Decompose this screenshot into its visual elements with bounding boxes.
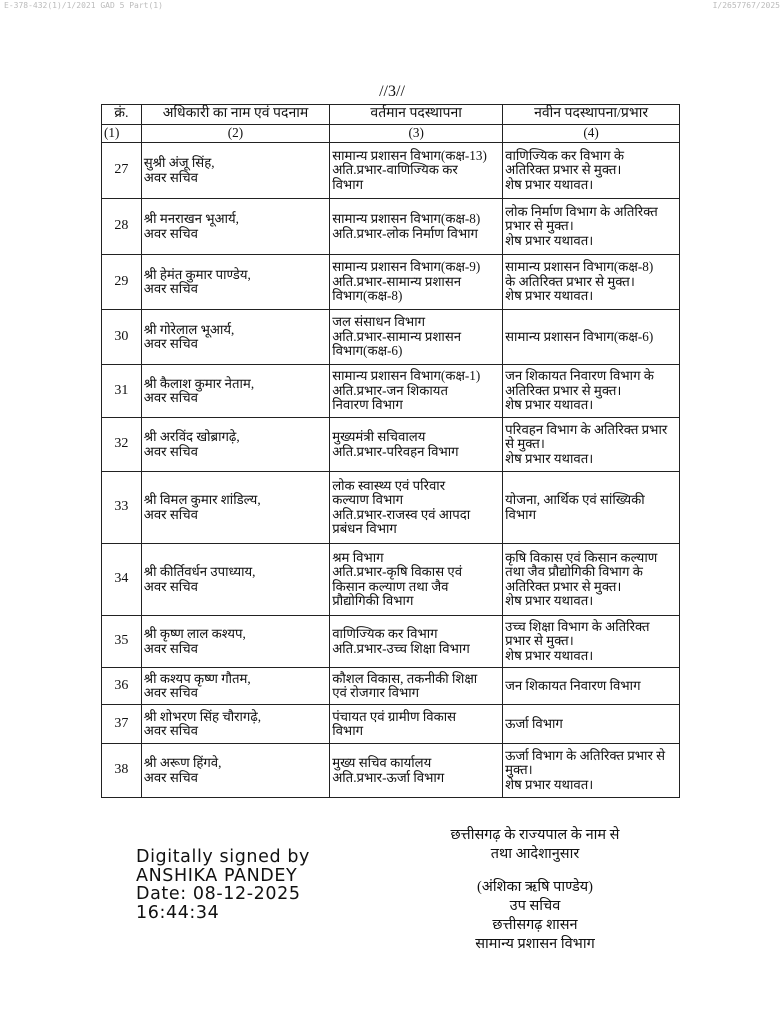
officer-name-cell: सुश्री अंजू सिंह, अवर सचिव	[141, 143, 329, 199]
column-number: (4)	[503, 125, 680, 143]
new-posting-cell: योजना, आर्थिक एवं सांख्यिकी विभाग	[503, 472, 680, 544]
current-posting-cell: कौशल विकास, तकनीकी शिक्षा एवं रोजगार विभाग	[330, 668, 503, 705]
serial-number-cell: 27	[102, 143, 142, 199]
officer-name-cell: श्री कीर्तिवर्धन उपाध्याय, अवर सचिव	[141, 544, 329, 616]
new-posting-cell: परिवहन विभाग के अतिरिक्त प्रभार से मुक्त। शेष प्रभार यथावत।	[503, 418, 680, 472]
new-posting-cell: कृषि विकास एवं किसान कल्याण तथा जैव प्रौद्योगिकी विभाग के अतिरिक्त प्रभार से मुक्त। शेष प्रभार यथावत।	[503, 544, 680, 616]
serial-number-cell: 33	[102, 472, 142, 544]
officer-name-cell: श्री कश्यप कृष्ण गौतम, अवर सचिव	[141, 668, 329, 705]
current-posting-cell: पंचायत एवं ग्रामीण विकास विभाग	[330, 705, 503, 744]
current-posting-cell: सामान्य प्रशासन विभाग(कक्ष-9) अति.प्रभार-सामान्य प्रशासन विभाग(कक्ष-8)	[330, 255, 503, 310]
current-posting-cell: लोक स्वास्थ्य एवं परिवार कल्याण विभाग अति.प्रभार-राजस्व एवं आपदा प्रबंधन विभाग	[330, 472, 503, 544]
signature-line: 16:44:34	[136, 902, 220, 923]
table-row	[102, 668, 680, 705]
signatory-department: सामान्य प्रशासन विभाग	[475, 936, 595, 952]
current-posting-cell: जल संसाधन विभाग अति.प्रभार-सामान्य प्रशासन विभाग(कक्ष-6)	[330, 310, 503, 365]
officer-name-cell: श्री अरूण हिंगवे, अवर सचिव	[141, 744, 329, 798]
current-posting-cell: वाणिज्यिक कर विभाग अति.प्रभार-उच्च शिक्षा विभाग	[330, 616, 503, 668]
serial-number-cell: 31	[102, 365, 142, 418]
new-posting-cell: जन शिकायत निवारण विभाग	[503, 668, 680, 705]
table-row	[102, 199, 680, 255]
new-posting-cell: उच्च शिक्षा विभाग के अतिरिक्त प्रभार से मुक्त। शेष प्रभार यथावत।	[503, 616, 680, 668]
order-line: छत्तीसगढ़ के राज्यपाल के नाम से	[450, 827, 620, 843]
table-row	[102, 744, 680, 798]
table-row	[102, 616, 680, 668]
table-row	[102, 472, 680, 544]
officer-name-cell: श्री हेमंत कुमार पाण्डेय, अवर सचिव	[141, 255, 329, 310]
new-posting-cell: ऊर्जा विभाग के अतिरिक्त प्रभार से मुक्त। शेष प्रभार यथावत।	[503, 744, 680, 798]
serial-number-cell: 34	[102, 544, 142, 616]
signatory-block	[420, 826, 650, 954]
page-number: //3//	[379, 83, 405, 100]
digital-signature-stamp	[136, 848, 310, 922]
new-posting-cell: जन शिकायत निवारण विभाग के अतिरिक्त प्रभार से मुक्त। शेष प्रभार यथावत।	[503, 365, 680, 418]
officer-name-cell: श्री गोरेलाल भूआर्य, अवर सचिव	[141, 310, 329, 365]
signatory-name: (अंशिका ऋषि पाण्डेय)	[476, 879, 594, 895]
file-reference: I/2657767/2025	[712, 1, 780, 10]
table-row	[102, 705, 680, 744]
signature-line: ANSHIKA PANDEY	[136, 865, 298, 886]
current-posting-cell: मुख्य सचिव कार्यालय अति.प्रभार-ऊर्जा विभाग	[330, 744, 503, 798]
signature-line: Digitally signed by	[136, 847, 311, 867]
column-number-row	[102, 125, 680, 143]
serial-number-cell: 30	[102, 310, 142, 365]
posting-table	[101, 104, 680, 798]
current-posting-cell: सामान्य प्रशासन विभाग(कक्ष-8) अति.प्रभार-लोक निर्माण विभाग	[330, 199, 503, 255]
new-posting-cell: लोक निर्माण विभाग के अतिरिक्त प्रभार से मुक्त। शेष प्रभार यथावत।	[503, 199, 680, 255]
column-header-current-posting: वर्तमान पदस्थापना	[330, 105, 503, 125]
serial-number-cell: 37	[102, 705, 142, 744]
signatory-government: छत्तीसगढ़ शासन	[492, 917, 578, 933]
officer-name-cell: श्री विमल कुमार शांडिल्य, अवर सचिव	[141, 472, 329, 544]
table-row	[102, 255, 680, 310]
column-header-new-posting: नवीन पदस्थापना/प्रभार	[503, 105, 680, 125]
column-header-serial: क्रं.	[102, 105, 142, 125]
column-header-officer: अधिकारी का नाम एवं पदनाम	[141, 105, 329, 125]
serial-number-cell: 28	[102, 199, 142, 255]
table-row	[102, 310, 680, 365]
current-posting-cell: मुख्यमंत्री सचिवालय अति.प्रभार-परिवहन विभाग	[330, 418, 503, 472]
signatory-designation: उप सचिव	[509, 898, 561, 914]
column-number: (1)	[102, 125, 142, 143]
serial-number-cell: 35	[102, 616, 142, 668]
table-header-row	[102, 105, 680, 125]
serial-number-cell: 36	[102, 668, 142, 705]
officer-name-cell: श्री शोभरण सिंह चौरागढ़े, अवर सचिव	[141, 705, 329, 744]
officer-name-cell: श्री मनराखन भूआर्य, अवर सचिव	[141, 199, 329, 255]
table-row	[102, 544, 680, 616]
table-row	[102, 365, 680, 418]
current-posting-cell: सामान्य प्रशासन विभाग(कक्ष-1) अति.प्रभार-जन शिकायत निवारण विभाग	[330, 365, 503, 418]
new-posting-cell: सामान्य प्रशासन विभाग(कक्ष-6)	[503, 310, 680, 365]
signature-line: Date: 08-12-2025	[136, 884, 301, 904]
new-posting-cell: सामान्य प्रशासन विभाग(कक्ष-8) के अतिरिक्त प्रभार से मुक्त। शेष प्रभार यथावत।	[503, 255, 680, 310]
column-number: (3)	[330, 125, 503, 143]
serial-number-cell: 29	[102, 255, 142, 310]
new-posting-cell: वाणिज्यिक कर विभाग के अतिरिक्त प्रभार से मुक्त। शेष प्रभार यथावत।	[503, 143, 680, 199]
table-row	[102, 418, 680, 472]
document-reference: E-378-432(1)/1/2021 GAD 5 Part(1)	[4, 1, 163, 10]
officer-name-cell: श्री कैलाश कुमार नेताम, अवर सचिव	[141, 365, 329, 418]
column-number: (2)	[141, 125, 329, 143]
order-line: तथा आदेशानुसार	[490, 846, 580, 862]
current-posting-cell: सामान्य प्रशासन विभाग(कक्ष-13) अति.प्रभार-वाणिज्यिक कर विभाग	[330, 143, 503, 199]
serial-number-cell: 38	[102, 744, 142, 798]
officer-name-cell: श्री कृष्ण लाल कश्यप, अवर सचिव	[141, 616, 329, 668]
serial-number-cell: 32	[102, 418, 142, 472]
new-posting-cell: ऊर्जा विभाग	[503, 705, 680, 744]
current-posting-cell: श्रम विभाग अति.प्रभार-कृषि विकास एवं किसान कल्याण तथा जैव प्रौद्योगिकी विभाग	[330, 544, 503, 616]
officer-name-cell: श्री अरविंद खोब्रागढ़े, अवर सचिव	[141, 418, 329, 472]
table-row	[102, 143, 680, 199]
